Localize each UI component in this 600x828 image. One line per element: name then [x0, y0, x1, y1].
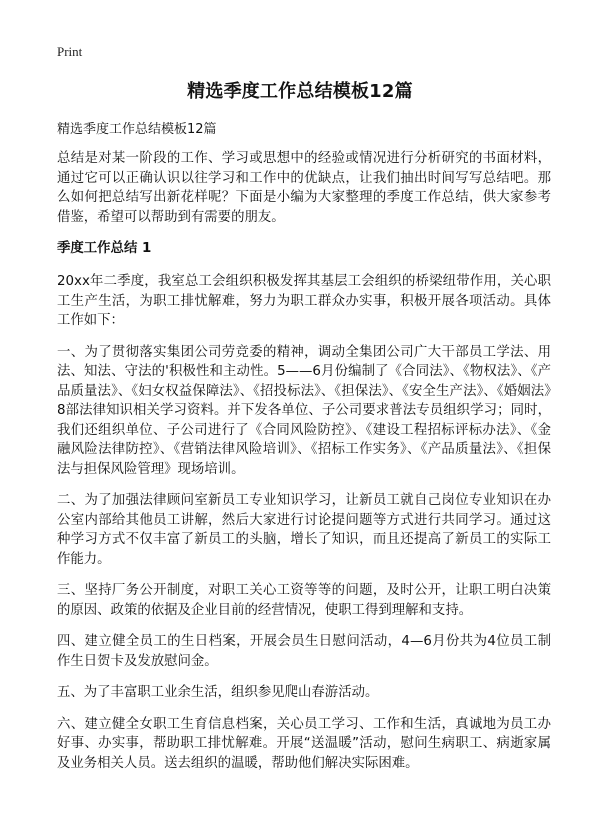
intro-paragraph: 总结是对某一阶段的工作、学习或思想中的经验或情况进行分析研究的书面材料，通过它可以正确认识以往学习和工作中的优缺点，让我们抽出时间写写总结吧。那么如何把总结写出新花样呢？下面是小编为大家整理的季度工作总结，供大家参考借鉴，希望可以帮助到有需要的朋友。	[57, 151, 551, 225]
document-body	[57, 149, 551, 785]
section-heading: 季度工作总结 1	[57, 241, 152, 256]
document-subtitle: 精选季度工作总结模板12篇	[57, 122, 217, 137]
print-link[interactable]: Print	[57, 44, 83, 59]
body-paragraph: 六、建立健全女职工生育信息档案，关心员工学习、工作和生活，真诚地为员工办好事、办实事，帮助职工排忧解难。开展“送温暖”活动，慰问生病职工、病逝家属及业务相关人员。送去组织的温暖，帮助他们解决实际困难。	[57, 716, 551, 771]
body-paragraph: 一、为了贯彻落实集团公司劳竞委的精神，调动全集团公司广大干部员工学法、用法、知法、守法的'积极性和主动性。5——6月份编制了《合同法》、《物权法》、《产品质量法》、《妇女权益保障法》、《招投标法》、《担保法》、《安全生产法》、《婚姻法》8部法律知识相关学习资料。并下发各单位、子公司要求普法专员组织学习；同时，我们还组织单位、子公司进行了《合同风险防控》、《建设工程招标评标办法》、《金融风险法律防控》、《营销法律风险培训》、《招标工作实务》、《产品质量法》、《担保法与担保风险管理》现场培训。	[57, 344, 551, 477]
body-paragraph: 五、为了丰富职工业余生活，组织参见爬山春游活动。	[57, 685, 379, 700]
document-title: 精选季度工作总结模板12篇	[187, 81, 413, 102]
body-paragraph: 三、坚持厂务公开制度，对职工关心工资等等的问题，及时公开，让职工明白决策的原因、政策的依据及企业目前的经营情况，使职工得到理解和支持。	[57, 583, 551, 618]
body-paragraph: 四、建立健全员工的生日档案，开展会员生日慰问活动，4—6月份共为4位员工制作生日贺卡及发放慰问金。	[57, 634, 551, 669]
body-paragraph: 20xx年二季度，我室总工会组织积极发挥其基层工会组织的桥梁纽带作用，关心职工生产生活，为职工排忧解难，努力为职工群众办实事，积极开展各项活动。具体工作如下：	[57, 274, 551, 328]
body-paragraph: 二、为了加强法律顾问室新员工专业知识学习，让新员工就自己岗位专业知识在办公室内部给其他员工讲解，然后大家进行讨论提问题等方式进行共同学习。通过这种学习方式不仅丰富了新员工的头脑，增长了知识，而且还提高了新员工的实际工作能力。	[57, 493, 551, 567]
